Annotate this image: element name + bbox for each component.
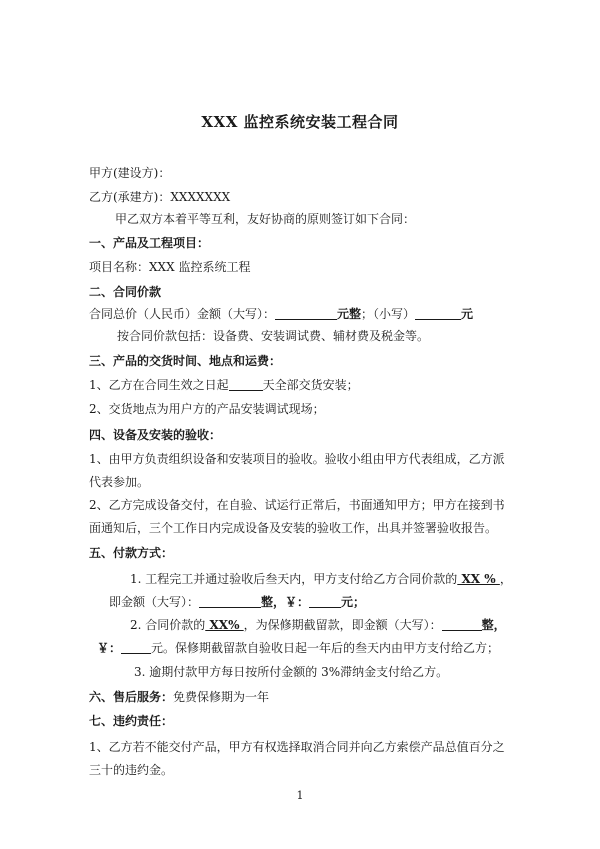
party-b-line	[89, 189, 540, 205]
payment-2-capital-blank	[442, 618, 482, 631]
acceptance-item-1-line-2: 代表参加。	[89, 475, 150, 489]
payment-2-rest: 元。保修期截留款自验收日起一年后的叁天内由甲方支付给乙方；	[151, 641, 500, 655]
party-b-label: 乙方(承建方)：	[89, 190, 171, 204]
section-4-heading: 四、设备及安装的验收：	[89, 428, 222, 442]
section-6-heading: 六、售后服务：	[89, 690, 174, 704]
payment-2-zheng: 整，	[481, 618, 506, 632]
warranty-text: 免费保修期为一年	[173, 690, 270, 704]
total-small-prefix: ；（小写）	[361, 307, 416, 321]
payment-2-line-1	[130, 617, 540, 633]
delivery-suffix: 天全部交货安装；	[262, 378, 359, 392]
payment-1-comma: ，	[499, 572, 512, 586]
total-prefix: 合同总价（人民币）金额（大写）：	[89, 307, 276, 321]
payment-3-line: 3. 逾期付款甲方每日按所付金额的 3%滞纳金支付给乙方。	[134, 665, 449, 679]
breach-item-1-line-2: 三十的违约金。	[89, 763, 174, 777]
section-1-heading: 一、产品及工程项目：	[89, 236, 210, 250]
party-a-line	[89, 165, 540, 181]
payment-1-line-1	[130, 571, 540, 587]
payment-1-capital-blank	[199, 595, 261, 608]
delivery-prefix: 1、乙方在合同生效之日起	[89, 378, 229, 392]
page-number: 1	[296, 789, 304, 802]
payment-2-line-2	[97, 640, 540, 656]
acceptance-item-2-line-1: 2、乙方完成设备交付，在自验、试运行正常后，书面通知甲方；甲方在接到书	[89, 498, 505, 512]
total-yuan: 元	[461, 307, 474, 321]
payment-1-percent: XX %	[457, 572, 500, 586]
section-2-heading: 二、合同价款	[89, 285, 162, 299]
section-3-heading: 三、产品的交货时间、地点和运费：	[89, 354, 282, 368]
party-b-value: XXXXXXX	[170, 190, 231, 204]
payment-1-yuan: 元；	[341, 595, 366, 609]
section-5-heading: 五、付款方式：	[89, 546, 174, 560]
payment-2-mid: ，为保修期截留款，即金额（大写）：	[243, 618, 442, 632]
payment-1-zheng: 整，	[261, 595, 286, 609]
acceptance-item-1-line-1: 1、由甲方负责组织设备和安装项目的验收。验收小组由甲方代表组成，乙方派	[89, 452, 505, 466]
project-name-line: 项目名称：XXX 监控系统工程	[89, 260, 251, 274]
total-yuan-zheng: 元整	[337, 307, 362, 321]
payment-2-small-blank	[121, 641, 151, 654]
intro-paragraph: 甲乙双方本着平等互利，友好协商的原则签订如下合同：	[115, 212, 416, 226]
acceptance-item-2-line-2: 面通知后，三个工作日内完成设备及安装的验收工作，出具并签署验收报告。	[89, 521, 498, 535]
section-6-line	[89, 689, 540, 705]
contract-total-line	[89, 306, 540, 322]
payment-1-yen: ￥：	[285, 595, 310, 609]
delivery-location-line: 2、交货地点为用户方的产品安装调试现场；	[89, 402, 325, 416]
document-title: XXX 监控系统安装工程合同	[201, 113, 399, 131]
payment-1-small-blank	[309, 595, 341, 608]
payment-2-yen: ￥：	[97, 641, 122, 655]
payment-2-prefix: 2. 合同价款的	[130, 618, 206, 632]
breach-item-1-line-1: 1、乙方若不能交付产品，甲方有权选择取消合同并向乙方索偿产品总值百分之	[89, 740, 505, 754]
delivery-days-blank	[229, 378, 263, 391]
section-7-heading: 七、违约责任：	[89, 714, 174, 728]
party-a-label: 甲方(建设方)：	[89, 166, 171, 180]
payment-1-line-2	[109, 594, 540, 610]
total-amount-small-blank	[415, 307, 461, 320]
payment-1-prefix: 1. 工程完工并通过验收后叁天内，甲方支付给乙方合同价款的	[130, 572, 458, 586]
payment-2-percent: XX%	[205, 618, 244, 632]
price-includes-line: 按合同价款包括：设备费、安装调试费、辅材费及税金等。	[117, 329, 430, 343]
total-amount-capital-blank	[275, 307, 337, 320]
delivery-time-line	[89, 377, 540, 393]
payment-1-amount-label: 即金额（大写）：	[109, 595, 200, 609]
